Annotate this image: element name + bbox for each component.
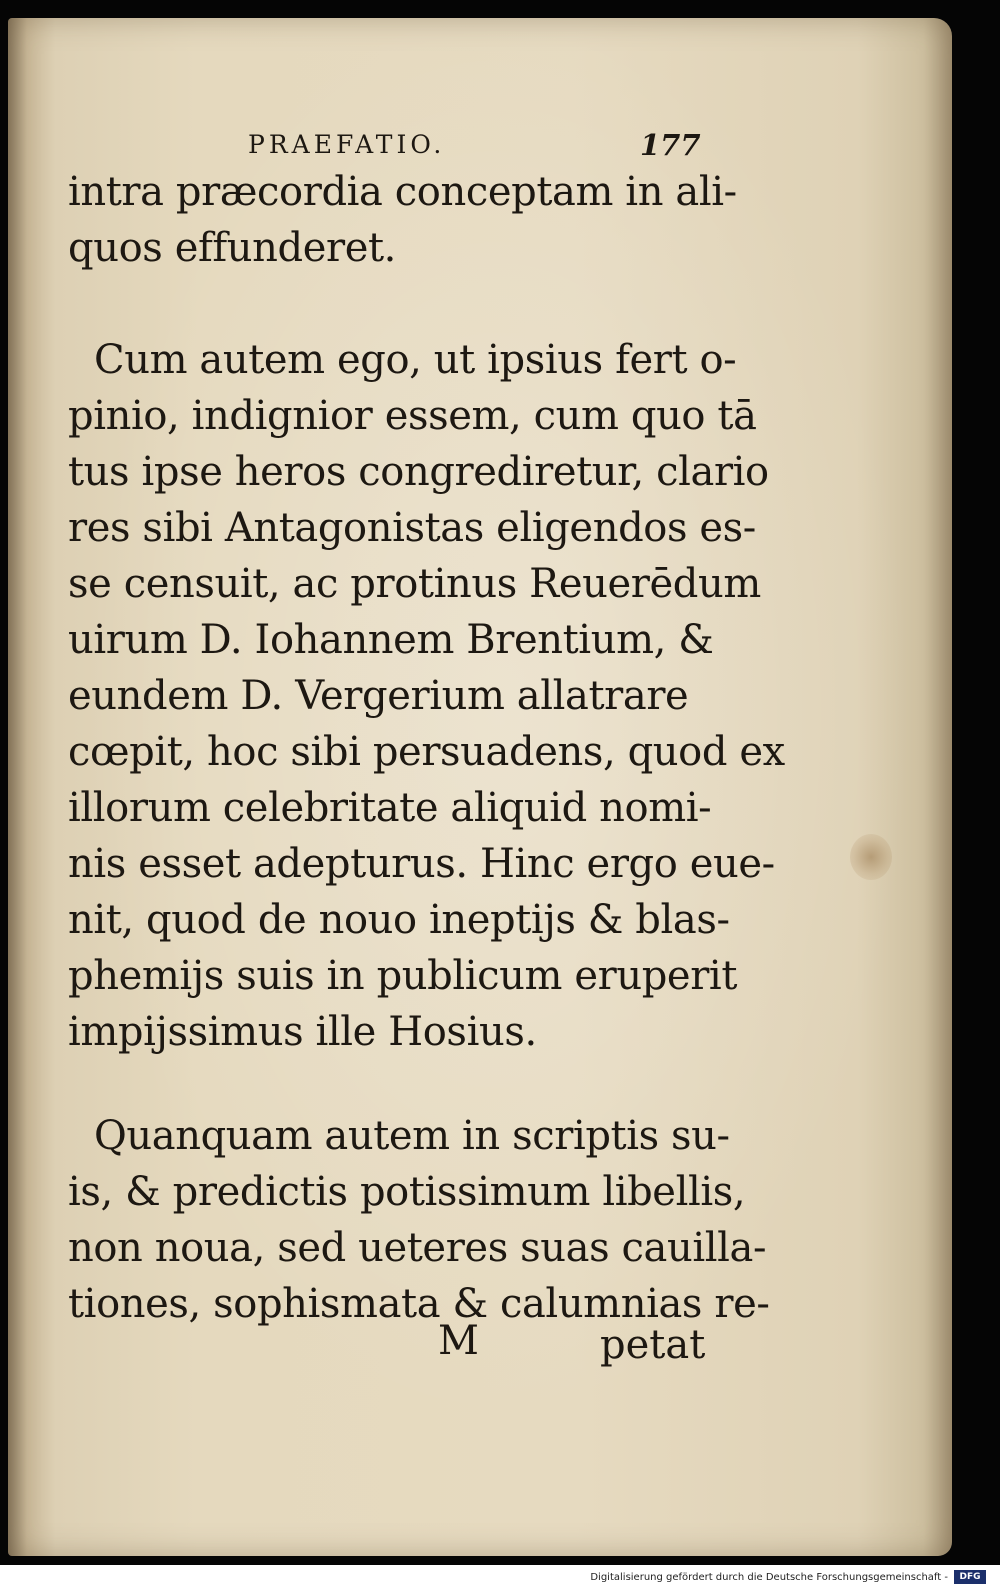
text-line: se censuit, ac protinus Reuerēdum xyxy=(68,561,761,607)
text-line: nis esset adepturus. Hinc ergo eue- xyxy=(68,841,775,887)
text-line: Cum autem ego, ut ipsius fert o- xyxy=(94,337,737,383)
signature-mark: M xyxy=(438,1318,479,1364)
text-line: impijssimus ille Hosius. xyxy=(68,1009,537,1055)
text-line: tus ipse heros congrediretur, clario xyxy=(68,449,769,495)
text-line: is, & predictis potissimum libellis, xyxy=(68,1169,746,1215)
text-line: nit, quod de nouo ineptijs & blas- xyxy=(68,897,730,943)
text-line: res sibi Antagonistas eligendos es- xyxy=(68,505,756,551)
dfg-logo-icon: DFG xyxy=(954,1570,986,1584)
page-foot xyxy=(40,1318,720,1374)
text-line: quos effunderet. xyxy=(68,225,396,271)
running-head xyxy=(222,128,722,168)
text-line: non noua, sed ueteres suas cauilla- xyxy=(68,1225,767,1271)
text-line: pinio, indignior essem, cum quo tā xyxy=(68,393,757,439)
funding-note: Digitalisierung gefördert durch die Deutsche Forschungsgemeinschaft - xyxy=(590,1572,948,1583)
footer-bar xyxy=(0,1565,1000,1591)
text-line: phemijs suis in publicum eruperit xyxy=(68,953,737,999)
text-line: uirum D. Iohannem Brentium, & xyxy=(68,617,714,663)
paper-stain xyxy=(850,834,892,880)
text-line: tiones, sophismata & calumnias re- xyxy=(68,1281,770,1327)
text-line: illorum celebritate aliquid nomi- xyxy=(68,785,712,831)
catchword: petat xyxy=(600,1322,706,1368)
text-line: Quanquam autem in scriptis su- xyxy=(94,1113,730,1159)
running-title: PRAEFATIO. xyxy=(248,130,446,159)
page-number: 177 xyxy=(640,128,701,162)
book-page xyxy=(8,18,952,1556)
text-line: eundem D. Vergerium allatrare xyxy=(68,673,689,719)
text-line: intra præcordia conceptam in ali- xyxy=(68,169,737,215)
text-line: cœpit, hoc sibi persuadens, quod ex xyxy=(68,729,785,775)
